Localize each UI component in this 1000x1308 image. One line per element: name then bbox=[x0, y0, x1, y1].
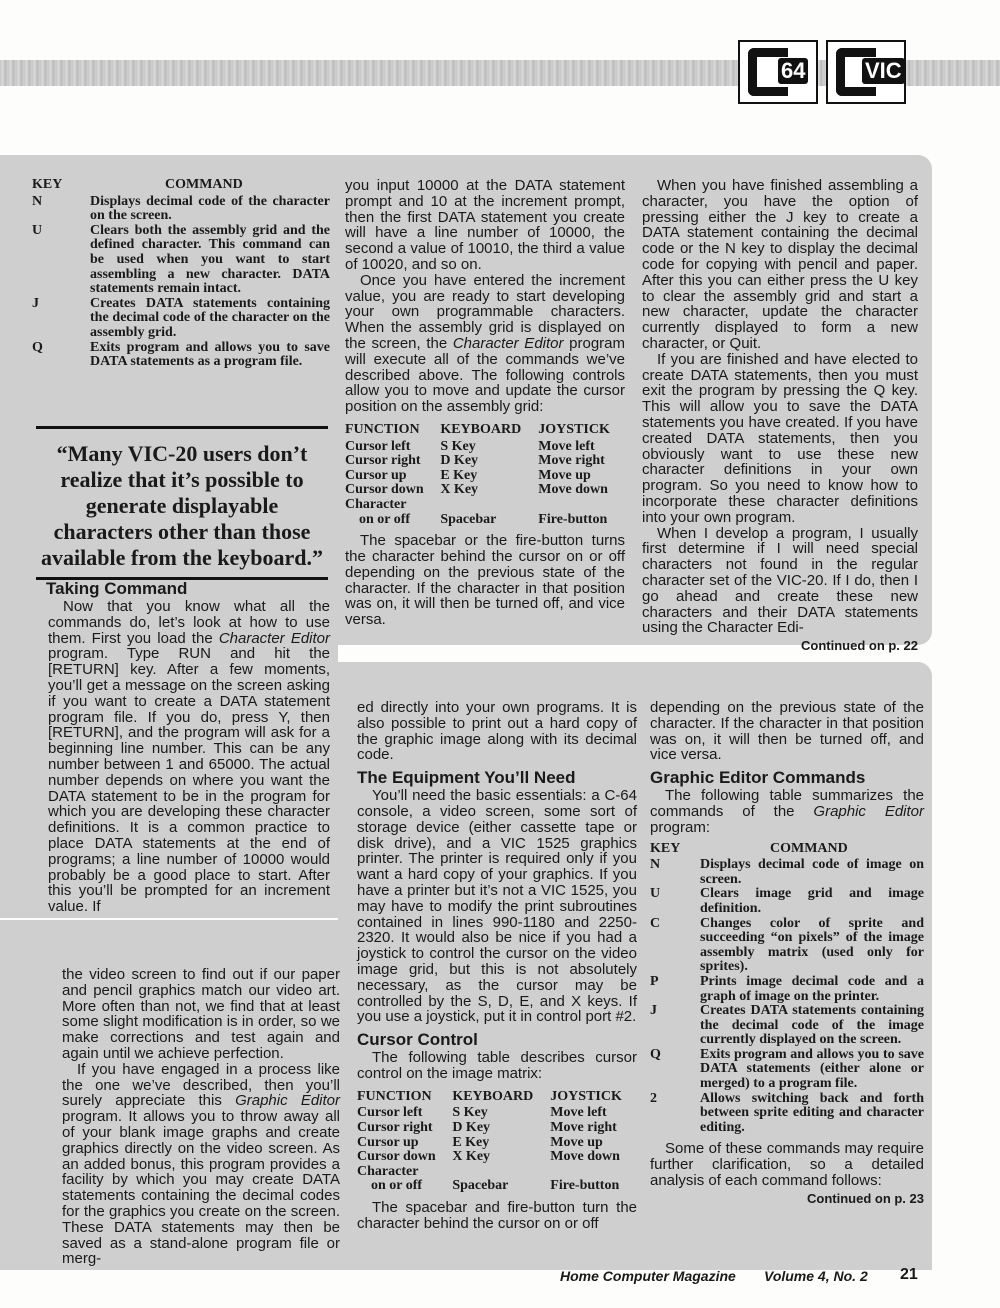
lower-middle-column: ed directly into your own programs. It is also possible to print out a hard copy of the graphic image along with its decimal code. The Equipment You’ll Need You’ll need the basic essentials: a C-64 console, a video screen, some sort of storage device (either cassette tape or disk drive), and a VIC 1525 graphics printer. The printer is required only if you want a hard copy of your graphics. If you have a printer but it’s not a VIC 1525, you may have to modify the print subroutines contained in lines 990-1180 and 2250-2320. It would also be nice if you had a joystick to control the cursor on the video image grid, but this is not absolutely necessary, as the cursor may be controlled by the S, D, E, and X keys. If you use a joystick, put it in control port #2. Cursor Control The following table describes cursor control on the image matrix: FUNCTION KEYBOARD JOYSTICK Cursor left S Key Move left Cursor right D Key Move right Cursor up E Key Move up Cursor down X Key Move down Character on or off Spacebar Fire-button The spacebar and fire-button turn the character behind the cursor on or off bbox=[357, 699, 637, 1232]
table-row: Cursor right D Key Move right bbox=[357, 1119, 617, 1135]
graphic-editor-command-table: KEY COMMAND N Displays decimal code of image on screen. U Clears image grid and image definition. C Changes color of sprite and succeeding “on pixels” of the image assembly matrix (used only for sprites). P Prints image decimal code and a graph of image on the printer. J Creates DATA statements containing the decimal code of the image currently displayed on the screen. Q Exits program and allows you to save DATA statements (either alone or merged) to a program file. 2 Allows switching back and forth between sprite editing and character editing. bbox=[650, 840, 924, 1135]
table-row: Cursor left S Key Move left bbox=[357, 1105, 607, 1121]
table-row: Cursor down X Key Move down bbox=[345, 482, 608, 498]
table-row: N Displays decimal code of image on screen. bbox=[650, 857, 924, 887]
table-row: J Creates DATA statements containing the decimal code of the character on the assembly grid. bbox=[32, 295, 330, 340]
table-row: P Prints image decimal code and a graph of image on the printer. bbox=[650, 973, 924, 1004]
page-number: 21 bbox=[900, 1266, 918, 1283]
table-row: Character bbox=[345, 496, 407, 512]
table-row: Character bbox=[357, 1163, 419, 1179]
character-editor-command-table: KEY COMMAND N Displays decimal code of the character on the screen. U Clears both the assembly grid and the defined character. This command can be used when you want to start assembling a new character. DATA statements remain intact. J Creates DATA statements containing the decimal code of the character on the assembly grid. Q Exits program and allows you to save DATA statements as a program file. bbox=[32, 177, 330, 370]
pull-quote: “Many VIC-20 users don’t realize that it’s possible to generate displayable characters other than those available from the keyboard.” bbox=[36, 426, 328, 580]
taking-command-section: Taking Command Now that you know what all the commands do, let’s look at how to use them. First you load the Character Editor program. Type RUN and hit the [RETURN] key. After a few moments, you’ll get a message on the screen asking if you want to create a DATA statement program file. If you do, press Y, then [RETURN], and the program will ask for a beginning line number. This can be any number between 1 and 65000. The actual number depends on where you want the DATA statement to be in the program for which you are developing these character definitions. It is a common practice to place DATA statements at the end of programs; a line number of 10000 would probably be a good place to start. After this you’ll be prompted for an increment value. If bbox=[46, 579, 331, 916]
footer-magazine-name: Home Computer Magazine bbox=[560, 1268, 736, 1284]
image-cursor-controls-table: FUNCTION KEYBOARD JOYSTICK Cursor left S Key Move left Cursor right D Key Move right Cursor up E Key Move up Cursor down X Key Move down Character on or off Spacebar Fire-button bbox=[357, 1090, 637, 1194]
table-row: N Displays decimal code of the character on the screen. bbox=[32, 193, 330, 224]
table-row: Cursor down X Key Move down bbox=[357, 1149, 620, 1165]
table-row: on or off Spacebar Fire-button bbox=[359, 511, 608, 527]
table-row: Cursor right D Key Move right bbox=[345, 453, 605, 469]
upper-left-column bbox=[32, 178, 330, 370]
table-row: 2 Allows switching back and forth between sprite editing and character editing. bbox=[650, 1090, 924, 1135]
upper-middle-column: you input 10000 at the DATA statement prompt and 10 at the increment prompt, then the first DATA statement you create will have a line number of 10000, the second a value of 10010, the third a value of 10020, and so on. Once you have entered the increment value, you are ready to start developing your own programmable characters. When the assembly grid is displayed on the screen, the Character Editor program will execute all of the commands we’ve described above. The following controls allow you to move and update the cursor position on the assembly grid: FUNCTION KEYBOARD JOYSTICK Cursor left S Key Move left Cursor right D Key Move right Cursor up E Key Move up Cursor down X Key Move down Character on or off Spacebar Fire-button The spacebar or the fire-button turns the character behind the cursor on or off depending on the previous state of the character. If the character in that position was on, it will then be turned off, and vice versa. bbox=[345, 177, 625, 629]
continued-note: Continued on p. 22 bbox=[801, 638, 918, 654]
table-row: U Clears image grid and image definition. bbox=[650, 886, 924, 916]
c64-logo: 64 bbox=[738, 40, 818, 104]
vic-logo: VIC bbox=[826, 40, 906, 104]
lower-left-column: the video screen to find out if our paper and pencil graphics match our video art. More often than not, we find that at least some slight modification is in order, so we make corrections and test again and again until we achieve perfection. If you have engaged in a process like the one we’ve described, then you’ll surely appreciate this Graphic Editor program. It allows you to throw away all of your blank image graphs and create graphics directly on the video screen. As an added bonus, this program provides a facility by which you may create DATA statements containing the decimal codes for the graphics you create on the screen. These DATA statements may then be saved as a stand-alone program file or merg- bbox=[62, 966, 341, 1268]
upper-right-column: When you have finished assembling a character, you have the option of pressing either the J key to create a DATA statement containing the decimal code or the N key to display the decimal code for copying with pencil and paper. After this you can either press the U key to clear the assembly grid and start a new character, update the character currently displayed to form a new character, or Quit. If you are finished and have elected to create DATA statements, then you must exit the program by pressing the Q key. This will allow you to save the DATA statements you have created. If you have created DATA statements, then you obviously want to use these new character definitions in your own program. So you need to know how to incorporate these character definitions into your own program. When I develop a program, I usually first determine if I will need special characters not found in the regular character set of the VIC-20. If I do, then I go ahead and create these new characters and their DATA statements using the Character Edi- Continued on p. 22 bbox=[642, 177, 918, 654]
table-row: U Clears both the assembly grid and the defined character. This command can be used when you want to start assembling a new character. DATA statements remain intact. bbox=[32, 222, 330, 297]
table-row: Cursor left S Key Move left bbox=[345, 438, 595, 454]
table-row: J Creates DATA statements containing the decimal code of the image currently displayed on the screen. bbox=[650, 1003, 924, 1048]
table-row: Q Exits program and allows you to save DATA statements (either alone or merged) to a program file. bbox=[650, 1046, 924, 1092]
cursor-controls-table: FUNCTION KEYBOARD JOYSTICK Cursor left S Key Move left Cursor right D Key Move right Cursor up E Key Move up Cursor down X Key Move down Character on or off Spacebar Fire-button bbox=[345, 423, 625, 527]
table-row: Cursor up E Key Move up bbox=[357, 1134, 603, 1150]
continued-note: Continued on p. 23 bbox=[807, 1190, 924, 1206]
table-row: on or off Spacebar Fire-button bbox=[371, 1178, 620, 1194]
table-row: Q Exits program and allows you to save DATA statements as a program file. bbox=[32, 339, 330, 370]
table-row: C Changes color of sprite and succeeding “on pixels” of the image assembly matrix (used only for sprites). bbox=[650, 915, 924, 975]
lower-right-column: depending on the previous state of the character. If the character in that position was on, it will then be turned off, and vice versa. Graphic Editor Commands The following table summarizes the commands of the Graphic Editor program: KEY COMMAND N Displays decimal code of image on screen. U Clears image grid and image definition. C Changes color of sprite and succeeding “on pixels” of the image assembly matrix (used only for sprites). P Prints image decimal code and a graph of image on the printer. J Creates DATA statements containing the decimal code of the image currently displayed on the screen. Q Exits program and allows you to save DATA statements (either alone or merged) to a program file. 2 Allows switching back and forth between sprite editing and character editing. Some of these commands may require further clarification, so a detailed analysis of each command follows: Continued on p. 23 bbox=[650, 699, 925, 1206]
footer-volume: Volume 4, No. 2 bbox=[764, 1268, 868, 1284]
table-row: Cursor up E Key Move up bbox=[345, 467, 591, 483]
